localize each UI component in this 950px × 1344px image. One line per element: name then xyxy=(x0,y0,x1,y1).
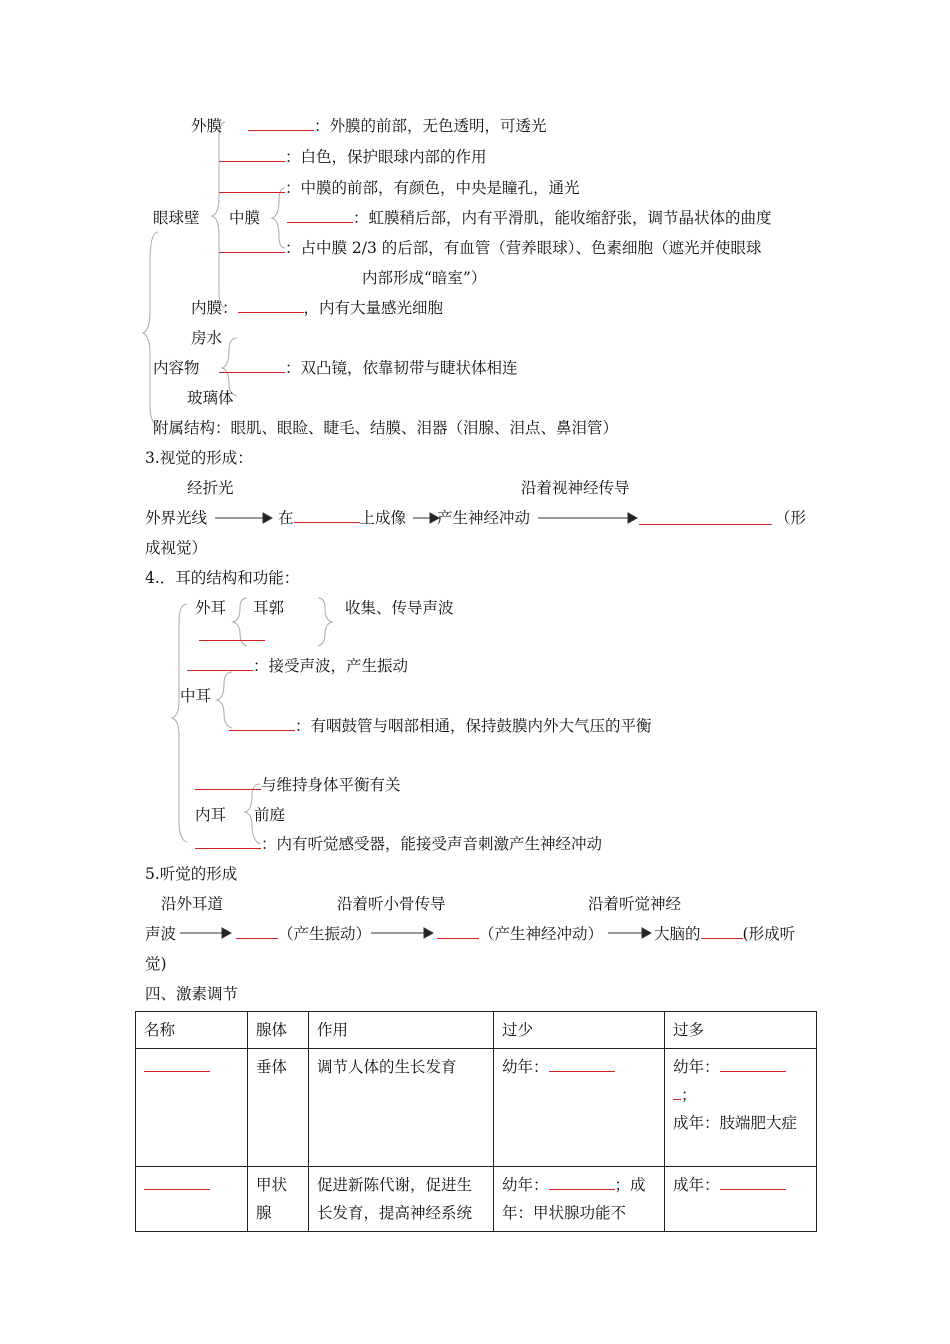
gigantism-blank[interactable] xyxy=(720,1057,786,1072)
function-cell: 调节人体的生长发育 xyxy=(309,1049,494,1167)
dwarfism-blank[interactable] xyxy=(549,1057,615,1072)
sclera-desc: ：白色，保护眼球内部的作用 xyxy=(285,148,487,166)
ear-canal-blank[interactable] xyxy=(199,640,265,641)
outer-ear-label: 外耳 xyxy=(195,599,227,617)
gland-cell: 垂体 xyxy=(248,1049,309,1167)
hearing-arrow-3-head xyxy=(642,928,651,938)
ciliary-desc: ：虹膜稍后部，内有平滑肌，能收缩舒张，调节晶状体的曲度 xyxy=(353,209,772,227)
hearing-impulse-row xyxy=(437,924,603,944)
excess-adult: 成年：肢端肥大症 xyxy=(673,1114,798,1132)
deficit-cell xyxy=(494,1049,665,1167)
sclera-row xyxy=(219,147,487,167)
hearing-form-2: 觉) xyxy=(145,955,167,973)
lens-blank[interactable] xyxy=(219,358,285,373)
tube-desc: ：有咽鼓管与咽部相通，保持鼓膜内外大气压的平衡 xyxy=(295,717,652,735)
excess-cell xyxy=(665,1167,817,1232)
excess-label: 成年： xyxy=(673,1176,720,1194)
excess-label: 幼年： xyxy=(673,1058,720,1076)
auditory-center-blank[interactable] xyxy=(701,924,743,939)
outer-ear-brace-right xyxy=(318,598,332,646)
choroid-desc: ：占中膜 2/3 的后部，有血管（营养眼球）、色素细胞（遮光并使眼球 xyxy=(285,239,762,257)
iris-row xyxy=(219,178,580,198)
vestibule-label: 前庭 xyxy=(254,806,286,824)
hearing-label-ossicles: 沿着听小骨传导 xyxy=(337,895,446,913)
inner-ear-label: 内耳 xyxy=(195,806,227,824)
excess-suffix: ； xyxy=(681,1086,697,1104)
cornea-desc: ：外膜的前部，无色透明，可透光 xyxy=(314,117,547,135)
accessory-structures: 附属结构：眼肌、眼睑、睫毛、结膜、泪器（泪腺、泪点、鼻泪管） xyxy=(153,419,619,437)
thyroxine-blank[interactable] xyxy=(144,1175,210,1190)
balance-desc: 与维持身体平衡有关 xyxy=(261,776,401,794)
ear-heading: 4.．耳的结构和功能： xyxy=(145,569,300,587)
retina-image-blank[interactable] xyxy=(294,508,360,523)
iris-blank[interactable] xyxy=(219,178,285,193)
sclera-blank[interactable] xyxy=(219,147,285,162)
visual-center-blank[interactable] xyxy=(639,524,772,525)
hearing-vibration-row xyxy=(236,924,371,944)
vision-form-1: （形 xyxy=(775,509,807,527)
hearing-sound: 声波 xyxy=(145,925,177,943)
eye-main-brace xyxy=(143,232,158,426)
cornea-blank[interactable] xyxy=(248,116,314,131)
ear-main-brace xyxy=(172,604,187,842)
gigantism-blank-tail[interactable] xyxy=(673,1085,681,1100)
auricle-label: 耳郭 xyxy=(253,599,285,617)
gland-cell: 甲状腺 xyxy=(248,1167,309,1232)
vision-arrow-3-head xyxy=(628,513,637,523)
outer-membrane-label: 外膜 xyxy=(191,117,223,135)
growth-hormone-blank[interactable] xyxy=(144,1057,210,1072)
collect-sound-desc: 收集、传导声波 xyxy=(345,599,454,617)
hearing-label-canal: 沿外耳道 xyxy=(161,895,224,913)
deficit-label: 幼年： xyxy=(502,1058,549,1076)
hearing-heading: 5.听觉的形成 xyxy=(145,865,238,883)
cretinism-blank[interactable] xyxy=(549,1175,615,1190)
hormones-heading: 四、激素调节 xyxy=(145,985,239,1003)
table-row xyxy=(136,1167,817,1232)
middle-ear-label: 中耳 xyxy=(180,687,212,705)
ciliary-row xyxy=(287,208,772,228)
column-header: 过少 xyxy=(494,1012,665,1049)
vision-at: 在 xyxy=(278,509,294,527)
inner-membrane-label: 内膜： xyxy=(191,299,238,317)
choroid-blank[interactable] xyxy=(219,238,285,253)
tympanic-blank[interactable] xyxy=(229,716,295,731)
retina-desc: ，内有大量感光细胞 xyxy=(303,299,444,317)
semicircular-row xyxy=(195,775,401,795)
hormone-name-cell xyxy=(136,1167,248,1232)
table-header-row xyxy=(136,1012,817,1049)
hormone-table xyxy=(135,1011,817,1232)
eyeball-wall-label: 眼球壁 xyxy=(153,209,200,227)
aqueous-humor-label: 房水 xyxy=(191,329,223,347)
cochlea-desc: ：内有听觉感受器，能接受声音刺激产生神经冲动 xyxy=(261,835,603,853)
column-header: 名称 xyxy=(136,1012,248,1049)
excess-cell xyxy=(665,1049,817,1167)
semicircular-blank[interactable] xyxy=(195,775,261,790)
retina-blank[interactable] xyxy=(238,298,304,313)
cochlea-blank[interactable] xyxy=(195,834,261,849)
hearing-vibration: （产生振动） xyxy=(278,925,372,943)
middle-membrane-label: 中膜 xyxy=(229,209,261,227)
contents-label: 内容物 xyxy=(153,359,200,377)
vision-arrow-1-head xyxy=(263,513,272,523)
tympanic-row xyxy=(229,716,652,736)
hearing-arrow-2-head xyxy=(424,928,433,938)
vision-impulse: 产生神经冲动 xyxy=(437,509,531,527)
vision-imaging: 上成像 xyxy=(359,509,407,527)
column-header: 腺体 xyxy=(248,1012,309,1049)
hearing-arrow-1-head xyxy=(222,928,231,938)
lens-row xyxy=(219,358,518,378)
iris-desc: ：中膜的前部，有颜色，中央是瞳孔，通光 xyxy=(285,179,580,197)
deficit-label: 幼年： xyxy=(502,1176,549,1194)
hearing-cochlea-blank[interactable] xyxy=(437,924,479,939)
function-cell: 促进新陈代谢，促进生长发育，提高神经系统 xyxy=(309,1167,494,1232)
hearing-label-nerve: 沿着听觉神经 xyxy=(588,895,682,913)
retina-row xyxy=(191,298,443,318)
vision-imaging-row xyxy=(278,508,406,528)
vision-form-2: 成视觉） xyxy=(145,539,208,557)
table-row xyxy=(136,1049,817,1167)
hearing-form-1: (形成听 xyxy=(742,925,796,943)
eardrum-desc: ：接受声波，产生振动 xyxy=(253,657,409,675)
outer-ear-brace-left xyxy=(233,598,247,646)
choroid-desc-cont: 内部形成“暗室”） xyxy=(362,269,487,287)
vitreous-body-label: 玻璃体 xyxy=(187,389,234,407)
vision-light: 外界光线 xyxy=(145,509,208,527)
cornea-row xyxy=(248,116,547,136)
hormone-name-cell xyxy=(136,1049,248,1167)
deficit-cell xyxy=(494,1167,665,1232)
cochlea-row xyxy=(195,834,602,854)
ciliary-blank[interactable] xyxy=(287,208,353,223)
eardrum-row xyxy=(187,656,408,676)
hearing-impulse: （产生神经冲动） xyxy=(479,925,604,943)
hearing-brain: 大脑的 xyxy=(654,925,701,943)
eardrum-blank[interactable] xyxy=(187,656,253,671)
hyperthyroidism-blank[interactable] xyxy=(720,1175,786,1190)
lens-desc: ：双凸镜，依靠韧带与睫状体相连 xyxy=(285,359,518,377)
hearing-brain-row xyxy=(654,924,795,944)
deficit-mid: ；成年：甲状腺功能不 xyxy=(502,1176,646,1222)
vision-heading: 3.视觉的形成： xyxy=(145,449,253,467)
hearing-eardrum-blank[interactable] xyxy=(236,924,278,939)
vision-label-refraction: 经折光 xyxy=(187,479,234,497)
column-header: 作用 xyxy=(309,1012,494,1049)
column-header: 过多 xyxy=(665,1012,817,1049)
choroid-row xyxy=(219,238,762,258)
vision-label-optic-nerve: 沿着视神经传导 xyxy=(521,479,630,497)
